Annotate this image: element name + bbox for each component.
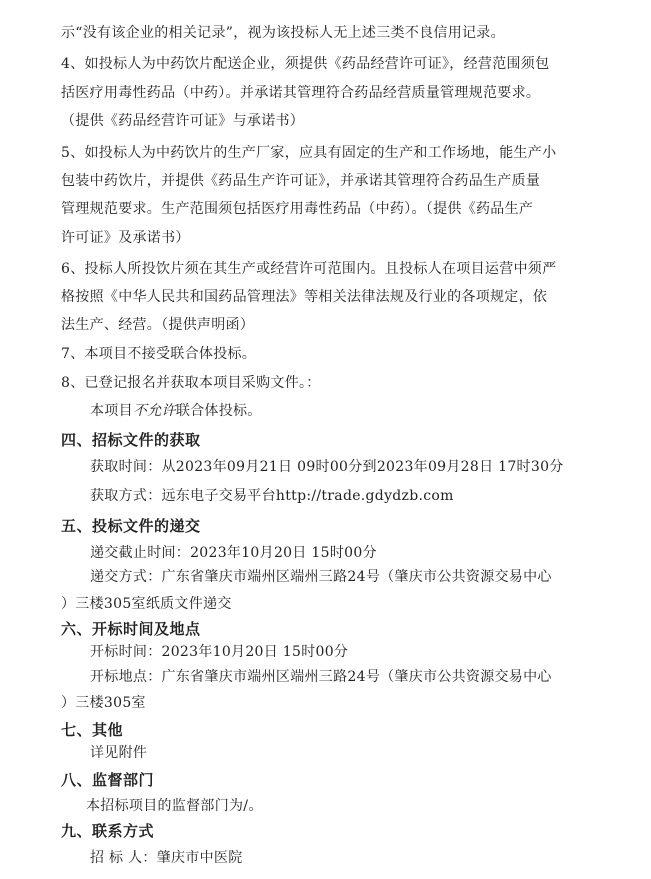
consortium-statement	[90, 402, 262, 420]
opening-time: 开标时间：2023年10月20日 15时00分	[90, 644, 349, 660]
paragraph-line: 4、如投标人为中药饮片配送企业，须提供《药品经营许可证》，经营范围须包	[61, 56, 550, 72]
paragraph-line: 包装中药饮片，并提供《药品生产许可证》，并承诺其管理符合药品生产质量	[61, 173, 541, 189]
contact-tenderer: 招 标 人：肇庆市中医院	[90, 850, 243, 866]
consortium-suffix: 联合体投标。	[175, 403, 262, 419]
section-heading: 八、监督部门	[61, 771, 155, 789]
submit-method: 递交方式：广东省肇庆市端州区端州三路24号（肇庆市公共资源交易中心	[90, 569, 552, 585]
consortium-prefix: 本项目	[90, 403, 133, 419]
other-details: 详见附件	[90, 745, 148, 761]
consortium-emphasis: 不允许	[132, 403, 176, 419]
paragraph-line: 示“没有该企业的相关记录”，视为该投标人无上述三类不良信用记录。	[61, 25, 505, 41]
paragraph-line: 法生产、经营。（提供声明函）	[61, 317, 255, 333]
paragraph-line: 6、投标人所投饮片须在其生产或经营许可范围内。且投标人在项目运营中须严	[61, 261, 557, 277]
opening-place-continued: ）三楼305室	[61, 695, 146, 711]
paragraph-line: 5、如投标人为中药饮片的生产厂家，应具有固定的生产和工作场地，能生产小	[61, 145, 557, 161]
section-heading: 九、联系方式	[61, 822, 155, 840]
paragraph-line: （提供《药品经营许可证》与承诺书）	[61, 113, 305, 129]
section-heading: 七、其他	[61, 721, 124, 739]
paragraph-line: 括医疗用毒性药品（中药）。并承诺其管理符合药品经营质量管理规范要求。	[61, 85, 541, 101]
paragraph-line: 格按照《中华人民共和国药品管理法》等相关法律法规及行业的各项规定，依	[61, 289, 548, 305]
acquire-time: 获取时间：从2023年09月21日 09时00分到2023年09月28日 17时30分	[90, 459, 564, 475]
section-heading: 五、投标文件的递交	[61, 517, 201, 535]
submit-deadline: 递交截止时间：2023年10月20日 15时00分	[90, 545, 377, 561]
paragraph-line: 7、本项目不接受联合体投标。	[61, 346, 257, 362]
acquire-method: 获取方式：远东电子交易平台http://trade.gdydzb.com	[90, 488, 454, 504]
section-heading: 四、招标文件的获取	[61, 431, 201, 449]
paragraph-line: 许可证》及承诺书）	[61, 230, 190, 246]
supervision-text: 本招标项目的监督部门为/。	[86, 798, 263, 814]
paragraph-line: 管理规范要求。生产范围须包括医疗用毒性药品（中药）。（提供《药品生产	[61, 201, 534, 217]
submit-method-continued: ）三楼305室纸质文件递交	[61, 596, 232, 612]
section-heading: 六、开标时间及地点	[61, 620, 201, 638]
opening-place: 开标地点：广东省肇庆市端州区端州三路24号（肇庆市公共资源交易中心	[90, 669, 552, 685]
paragraph-line: 8、已登记报名并获取本项目采购文件。：	[61, 375, 321, 391]
